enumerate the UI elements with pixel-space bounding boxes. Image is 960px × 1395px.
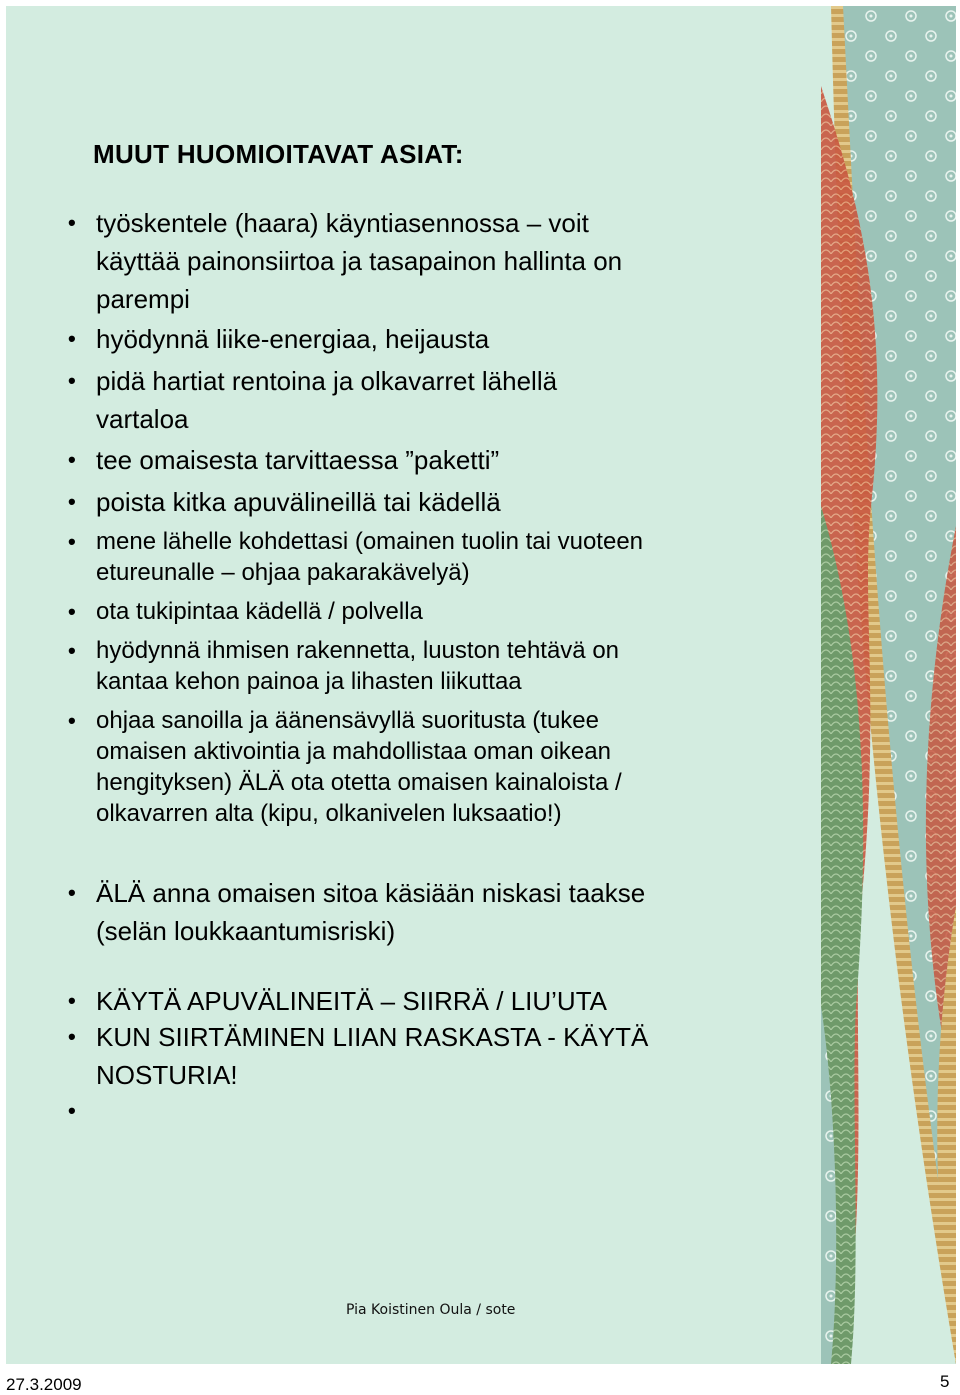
list-item-line: ohjaa sanoilla ja äänensävyllä suoritusta (tukee bbox=[96, 707, 599, 734]
page-footer bbox=[0, 1364, 960, 1393]
list-item bbox=[68, 320, 816, 358]
list-item-line: parempi bbox=[96, 284, 190, 314]
decorative-side-pattern bbox=[821, 6, 956, 1364]
bullet-icon: • bbox=[68, 638, 76, 663]
list-item-line: tee omaisesta tarvittaessa ”paketti” bbox=[96, 445, 500, 475]
slide-title: MUUT HUOMIOITAVAT ASIAT: bbox=[93, 139, 464, 169]
bullet-icon: • bbox=[68, 326, 76, 351]
list-item-line: NOSTURIA! bbox=[96, 1060, 238, 1090]
bullet-icon: • bbox=[68, 489, 76, 514]
list-item bbox=[68, 705, 816, 829]
list-item-line: hyödynnä ihmisen rakennetta, luuston tehtävä on bbox=[96, 637, 620, 664]
bullet-icon: • bbox=[68, 529, 76, 554]
list-item-line: hyödynnä liike-energiaa, heijausta bbox=[96, 324, 490, 354]
footer-date: 27.3.2009 bbox=[6, 1375, 82, 1394]
list-item-line: hengityksen) ÄLÄ ota otetta omaisen kainaloista / bbox=[96, 769, 622, 796]
bullet-icon: • bbox=[68, 447, 76, 472]
page-number: 5 bbox=[940, 1372, 950, 1391]
bullet-icon: • bbox=[68, 368, 76, 393]
list-item-line: kantaa kehon painoa ja lihasten liikuttaa bbox=[96, 668, 522, 695]
list-item bbox=[68, 483, 816, 521]
list-item-line: pidä hartiat rentoina ja olkavarret lähellä bbox=[96, 366, 558, 396]
list-item bbox=[68, 441, 816, 479]
slide bbox=[6, 6, 956, 1364]
bullet-icon: • bbox=[68, 708, 76, 733]
bullet-icon: • bbox=[68, 210, 76, 235]
list-item-line: olkavarren alta (kipu, olkanivelen luksaatio!) bbox=[96, 800, 562, 827]
list-item-line: vartaloa bbox=[96, 404, 189, 434]
list-item bbox=[68, 635, 816, 697]
bullet-icon: • bbox=[68, 988, 76, 1013]
list-item-line: mene lähelle kohdettasi (omainen tuolin tai vuoteen bbox=[96, 528, 644, 555]
list-item-line: ota tukipintaa kädellä / polvella bbox=[96, 598, 423, 625]
list-item-line: etureunalle – ohjaa pakarakävelyä) bbox=[96, 559, 470, 586]
list-item bbox=[68, 1018, 816, 1094]
list-item bbox=[68, 362, 816, 438]
list-item-line: ÄLÄ anna omaisen sitoa käsiään niskasi taakse bbox=[96, 878, 646, 908]
list-item bbox=[68, 874, 816, 950]
list-item bbox=[68, 526, 816, 588]
list-item-line: (selän loukkaantumisriski) bbox=[96, 916, 396, 946]
bullet-icon: • bbox=[68, 1098, 76, 1123]
bullet-icon: • bbox=[68, 599, 76, 624]
list-item-line: käyttää painonsiirtoa ja tasapainon hallinta on bbox=[96, 246, 623, 276]
list-item-line: KÄYTÄ APUVÄLINEITÄ – SIIRRÄ / LIU’UTA bbox=[96, 986, 607, 1016]
bullet-icon: • bbox=[68, 1024, 76, 1049]
list-item bbox=[68, 596, 816, 627]
list-item-line: omaisen aktivointia ja mahdollistaa oman oikean bbox=[96, 738, 611, 765]
list-item-line: työskentele (haara) käyntiasennossa – voit bbox=[96, 208, 589, 238]
bullet-icon: • bbox=[68, 880, 76, 905]
list-item bbox=[68, 982, 816, 1020]
list-item-line: poista kitka apuvälineillä tai kädellä bbox=[96, 487, 501, 517]
footer-author: Pia Koistinen Oula / sote bbox=[346, 1302, 516, 1318]
list-item bbox=[68, 204, 816, 318]
list-item-line: KUN SIIRTÄMINEN LIIAN RASKASTA - KÄYTÄ bbox=[96, 1022, 649, 1052]
